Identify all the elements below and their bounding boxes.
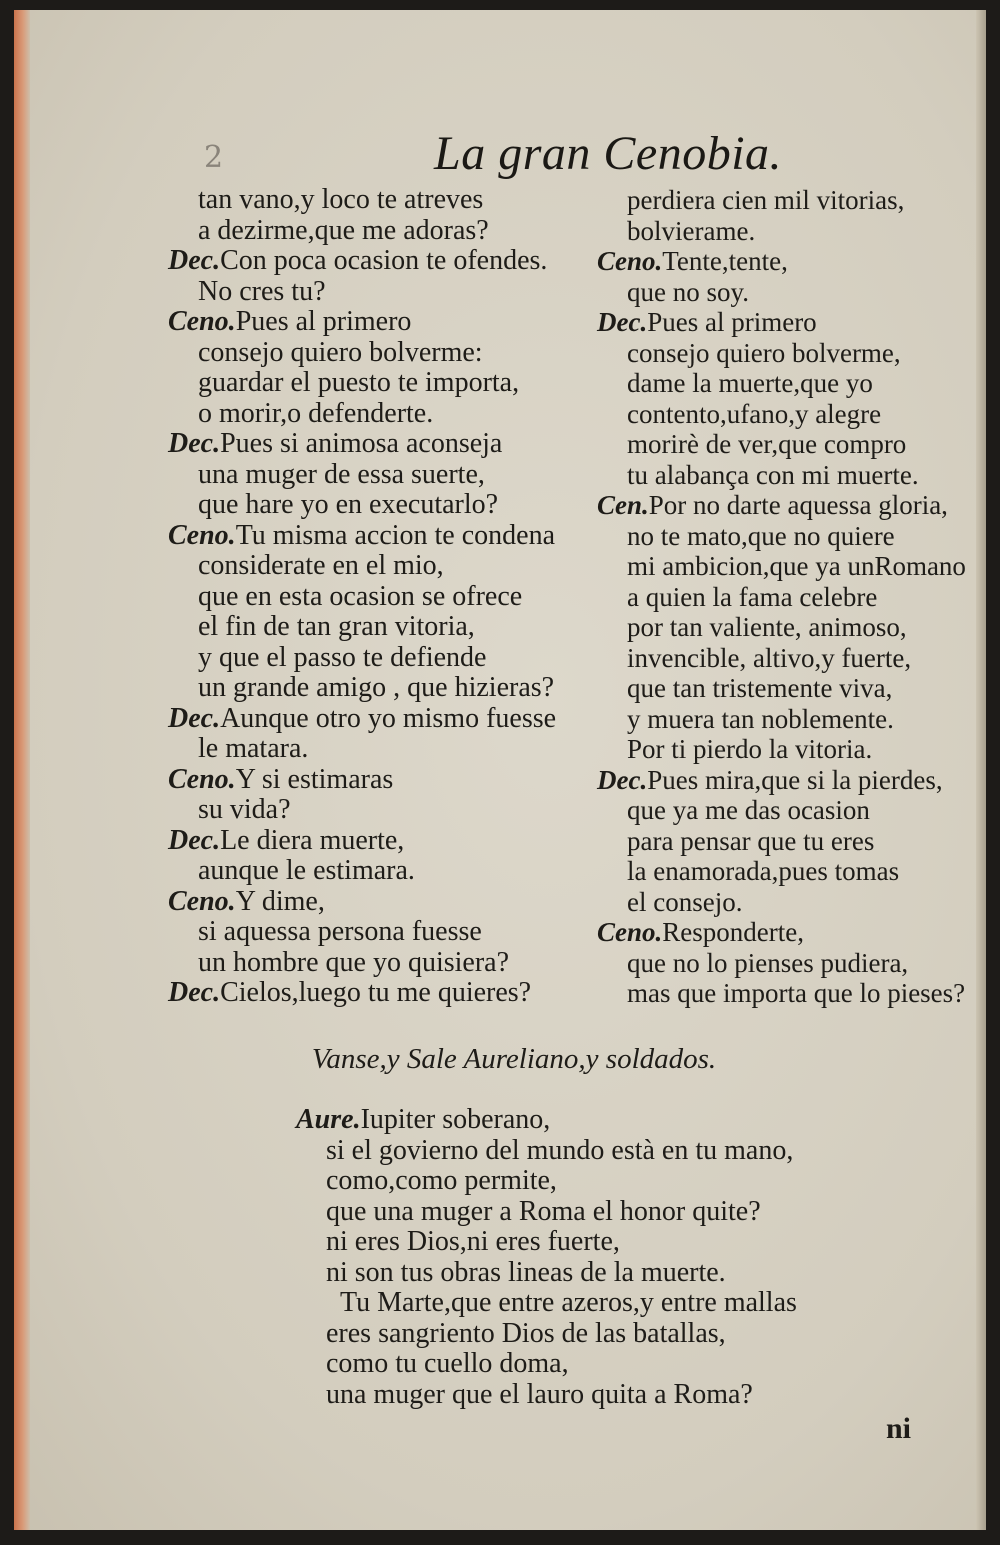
verse-text: que no lo pienses pudiera, (627, 947, 909, 978)
verse-line (597, 277, 982, 308)
speaker-label: Cen. (597, 490, 649, 520)
verse-text: si aquessa persona fuesse (198, 916, 482, 947)
speaker-label: Dec. (168, 245, 221, 276)
verse-text: No cres tu? (198, 275, 326, 307)
verse-text: un hombre que yo quisiera? (198, 946, 510, 978)
verse-text: como tu cuello doma, (326, 1348, 569, 1379)
verse-text: Tente,tente, (662, 246, 788, 276)
stage-direction-text: Vanse,y Sale Aureliano,y soldados. (311, 1043, 717, 1075)
verse-line (168, 429, 588, 460)
verse-text: eres sangriento Dios de las batallas, (326, 1317, 726, 1349)
verse-text: aunque le estimara. (198, 855, 415, 886)
verse-line (168, 399, 588, 430)
verse-text: que hare yo en executarlo? (198, 489, 499, 520)
verse-text: Responderte, (662, 917, 804, 947)
verse-text: dame la muerte,que yo (627, 368, 873, 398)
verse-text: que ya me das ocasion (627, 795, 870, 825)
verse-text: consejo quiero bolverme: (198, 336, 483, 368)
verse-text: Y dime, (235, 885, 325, 917)
verse-line (597, 338, 982, 369)
speaker-label: Aure. (296, 1104, 361, 1135)
verse-text: considerate en el mio, (198, 550, 444, 581)
verse-text: un grande amigo , que hizieras? (198, 672, 555, 703)
verse-line (597, 887, 982, 918)
verse-line (597, 460, 982, 491)
catchword: ni (886, 1412, 912, 1445)
verse-line (597, 673, 982, 704)
speaker-label: Dec. (168, 428, 221, 459)
verse-text: o morir,o defenderte. (198, 397, 434, 429)
verse-text: Por no darte aquessa gloria, (648, 490, 948, 520)
verse-text: Iupiter soberano, (360, 1104, 551, 1135)
verse-line (168, 338, 588, 369)
verse-line (597, 917, 982, 948)
speaker-label: Dec. (168, 977, 221, 1008)
verse-text: tan vano,y loco te atreves (198, 184, 484, 215)
verse-line (597, 643, 982, 674)
verse-line (168, 490, 588, 521)
verse-text: mas que importa que lo pieses? (627, 978, 966, 1008)
verse-line (597, 521, 982, 552)
verse-line (597, 368, 982, 399)
verse-text: Le diera muerte, (220, 824, 405, 856)
verse-line (597, 765, 982, 796)
verse-line (296, 1380, 797, 1411)
verse-line (168, 643, 588, 674)
verse-line (168, 795, 588, 826)
verse-text: que tan tristemente viva, (627, 673, 893, 703)
verse-text: y muera tan noblemente. (627, 703, 894, 734)
verse-line (597, 582, 982, 613)
verse-text: una muger de essa suerte, (198, 458, 485, 490)
verse-text: que no soy. (627, 276, 749, 307)
speaker-label: Ceno. (168, 763, 236, 795)
verse-line (168, 185, 588, 216)
verse-text: su vida? (198, 794, 291, 825)
verse-text: Tu misma accion te condena (235, 519, 556, 551)
verse-line (597, 246, 982, 277)
verse-line (168, 460, 588, 491)
verse-text: ni eres Dios,ni eres fuerte, (326, 1226, 620, 1257)
page-edge-left (14, 10, 30, 1530)
verse-line (597, 612, 982, 643)
verse-text: Pues al primero (235, 306, 412, 337)
verse-line (168, 917, 588, 948)
verse-line (168, 307, 588, 338)
verse-text: Pues al primero (647, 307, 817, 337)
verse-line (597, 978, 982, 1009)
stage-direction (14, 1043, 986, 1076)
verse-line (597, 948, 982, 979)
verse-line (168, 978, 588, 1009)
verse-text: mi ambicion,que ya unRomano (627, 551, 966, 581)
verse-line (597, 856, 982, 887)
verse-line (597, 490, 982, 521)
verse-text: Y si estimaras (235, 763, 394, 795)
verse-line (597, 399, 982, 430)
verse-text: que una muger a Roma el honor quite? (326, 1195, 761, 1227)
verse-line (597, 734, 982, 765)
verse-line (168, 826, 588, 857)
verse-line (168, 521, 588, 552)
verse-text: el fin de tan gran vitoria, (198, 611, 475, 642)
verse-text: Pues mira,que si la pierdes, (647, 764, 943, 795)
verse-text: Aunque otro yo mismo fuesse (220, 702, 557, 734)
verse-line (168, 551, 588, 582)
verse-line (296, 1166, 797, 1197)
speaker-label: Dec. (168, 702, 221, 734)
verse-line (597, 429, 982, 460)
verse-text: guardar el puesto te importa, (198, 367, 520, 398)
verse-line (168, 948, 588, 979)
verse-text: si el govierno del mundo està en tu mano, (326, 1134, 794, 1166)
verse-line (597, 216, 982, 247)
verse-text: la enamorada,pues tomas (627, 856, 900, 886)
book-page (14, 10, 986, 1530)
verse-line (296, 1258, 797, 1289)
verse-text: el consejo. (627, 886, 743, 917)
verse-text: como,como permite, (326, 1165, 557, 1196)
verse-text: no te mato,que no quiere (627, 520, 895, 551)
verse-line (296, 1136, 797, 1167)
verse-line (597, 795, 982, 826)
verse-line (296, 1227, 797, 1258)
speaker-label: Dec. (597, 307, 648, 337)
verse-line (296, 1197, 797, 1228)
verse-line (168, 673, 588, 704)
verse-text: Por ti pierdo la vitoria. (627, 734, 873, 764)
verse-line (597, 307, 982, 338)
verse-text: por tan valiente, animoso, (627, 612, 907, 642)
verse-text: morirè de ver,que compro (627, 429, 907, 459)
verse-text: tu alabança con mi muerte. (627, 459, 919, 490)
speaker-label: Ceno. (168, 885, 236, 917)
verse-text: a quien la fama celebre (627, 581, 878, 612)
verse-line (168, 582, 588, 613)
verse-text: invencible, altivo,y fuerte, (627, 642, 912, 673)
verse-line (296, 1288, 797, 1319)
verse-text: y que el passo te defiende (198, 641, 487, 673)
verse-line (168, 612, 588, 643)
speaker-label: Dec. (168, 824, 221, 856)
verse-text: bolvierame. (627, 215, 756, 246)
verse-text: Con poca ocasion te ofendes. (220, 245, 548, 276)
running-title: La gran Cenobia. (434, 127, 783, 180)
verse-text: ni son tus obras lineas de la muerte. (326, 1256, 726, 1288)
speaker-label: Ceno. (168, 306, 236, 337)
verse-line (296, 1105, 797, 1136)
verse-text: que en esta ocasion se ofrece (198, 580, 523, 612)
verse-text: contento,ufano,y alegre (627, 398, 882, 429)
verse-text: a dezirme,que me adoras? (198, 214, 489, 246)
verse-line (168, 887, 588, 918)
verse-line (296, 1349, 797, 1380)
verse-line (168, 216, 588, 247)
aureliano-speech (296, 1105, 797, 1410)
verse-line (597, 704, 982, 735)
speaker-label: Ceno. (597, 917, 663, 947)
page-header (14, 118, 986, 178)
speaker-label: Ceno. (168, 519, 236, 551)
verse-text: le matara. (198, 733, 309, 764)
verse-line (168, 277, 588, 308)
verse-text: una muger que el lauro quita a Roma? (326, 1378, 753, 1410)
verse-text: para pensar que tu eres (627, 825, 875, 856)
verse-text: Cielos,luego tu me quieres? (220, 977, 532, 1008)
verse-line (168, 765, 588, 796)
verse-line (296, 1319, 797, 1350)
verse-line (597, 551, 982, 582)
right-column (597, 185, 982, 1009)
verse-line (168, 734, 588, 765)
verse-line (168, 246, 588, 277)
verse-text: Tu Marte,que entre azeros,y entre mallas (340, 1287, 797, 1318)
verse-line (168, 368, 588, 399)
speaker-label: Dec. (597, 764, 648, 795)
verse-line (597, 826, 982, 857)
verse-line (597, 185, 982, 216)
page-number: 2 (204, 140, 226, 175)
verse-text: perdiera cien mil vitorias, (627, 185, 905, 215)
verse-line (168, 704, 588, 735)
verse-line (168, 856, 588, 887)
speaker-label: Ceno. (597, 246, 663, 276)
verse-text: consejo quiero bolverme, (627, 337, 901, 368)
left-column (168, 185, 588, 1009)
verse-text: Pues si animosa aconseja (220, 428, 503, 459)
